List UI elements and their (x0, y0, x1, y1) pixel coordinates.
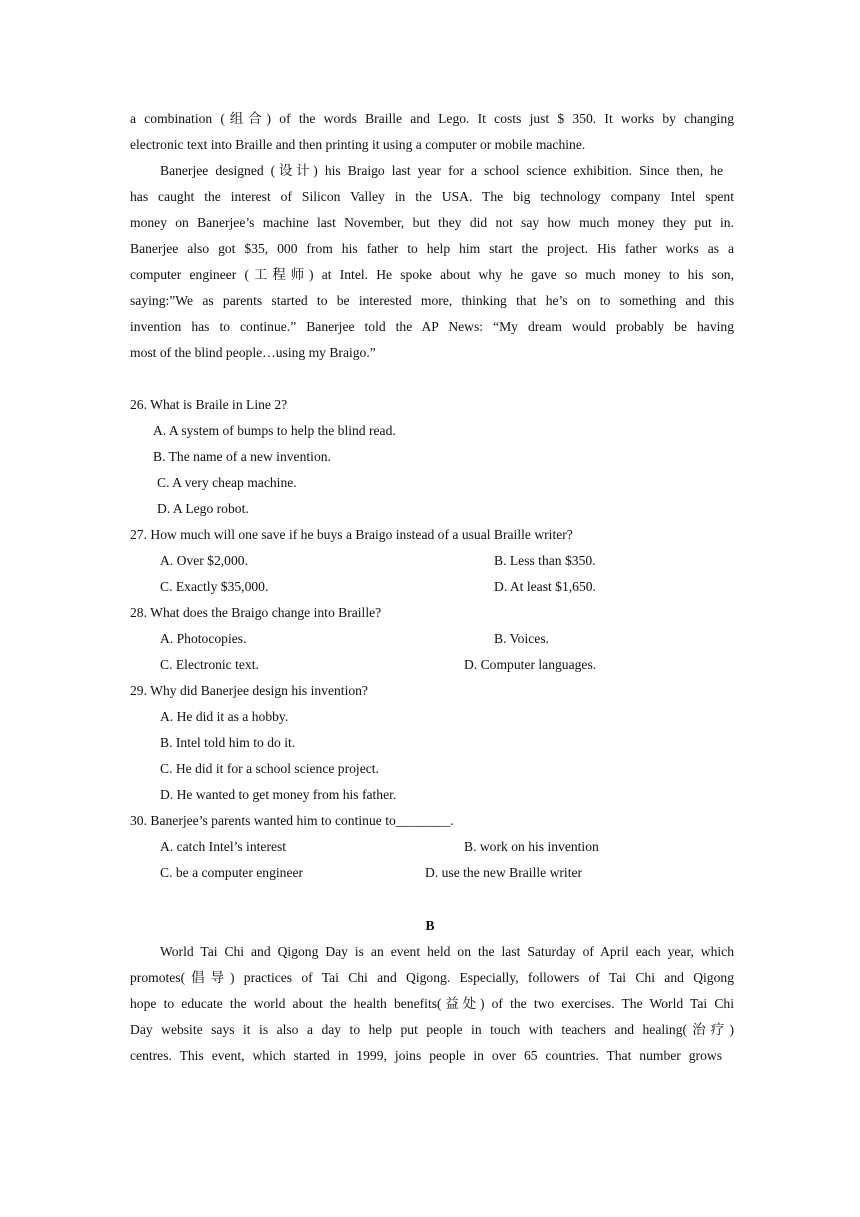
question-stem: 30. Banerjee’s parents wanted him to continue to________. (130, 813, 454, 828)
section-heading: B (425, 918, 435, 933)
passage-b-line: centres. This event, which started in 1999, joins people in over 65 countries. That number grows (130, 1048, 722, 1063)
answer-option: C. A very cheap machine. (157, 475, 297, 490)
passage-b-line: hope to educate the world about the health benefits(益处) of the two exercises. The World Tai Chi (130, 996, 734, 1011)
answer-option: A. Over $2,000. (160, 553, 248, 568)
question-stem: 29. Why did Banerjee design his invention? (130, 683, 368, 698)
passage-a-line: invention has to continue.” Banerjee told the AP News: “My dream would probably be having (130, 319, 734, 334)
answer-option: C. Exactly $35,000. (160, 579, 269, 594)
answer-option: D. use the new Braille writer (425, 865, 583, 880)
passage-a-line: Banerjee also got $35, 000 from his father to help him start the project. His father works as a (130, 241, 734, 256)
answer-option: D. At least $1,650. (494, 579, 596, 594)
answer-option: A. A system of bumps to help the blind read. (153, 423, 396, 438)
answer-option: B. work on his invention (464, 839, 599, 854)
answer-option: D. He wanted to get money from his father. (160, 787, 397, 802)
passage-b-line: promotes(倡导) practices of Tai Chi and Qigong. Especially, followers of Tai Chi and Qigong (130, 970, 734, 985)
answer-option: B. Intel told him to do it. (160, 735, 296, 750)
passage-b-line: Day website says it is also a day to help put people in touch with teachers and healing(治疗) (130, 1022, 734, 1037)
answer-option: B. Less than $350. (494, 553, 596, 568)
answer-option: D. Computer languages. (464, 657, 597, 672)
passage-a-line: computer engineer (工程师) at Intel. He spoke about why he gave so much money to his son, (130, 267, 734, 282)
answer-option: A. catch Intel’s interest (160, 839, 287, 854)
question-stem: 28. What does the Braigo change into Braille? (130, 605, 382, 620)
answer-option: A. Photocopies. (160, 631, 247, 646)
answer-option: B. Voices. (494, 631, 550, 646)
answer-option: C. He did it for a school science project. (160, 761, 379, 776)
answer-option: C. be a computer engineer (160, 865, 304, 880)
question-stem: 27. How much will one save if he buys a Braigo instead of a usual Braille writer? (130, 527, 573, 542)
passage-a-line: Banerjee designed (设计) his Braigo last year for a school science exhibition. Since then, he (160, 163, 723, 178)
answer-option: D. A Lego robot. (157, 501, 249, 516)
passage-a-line: electronic text into Braille and then printing it using a computer or mobile machine. (130, 137, 586, 152)
answer-option: B. The name of a new invention. (153, 449, 331, 464)
question-stem: 26. What is Braile in Line 2? (130, 397, 288, 412)
answer-option: C. Electronic text. (160, 657, 259, 672)
passage-b-line: World Tai Chi and Qigong Day is an event held on the last Saturday of April each year, which (160, 944, 734, 959)
answer-option: A. He did it as a hobby. (160, 709, 289, 724)
passage-a-line: most of the blind people…using my Braigo.” (130, 345, 376, 360)
passage-a-line: saying:”We as parents started to be interested more, thinking that he’s on to something and this (130, 293, 734, 308)
passage-a-line: a combination (组合) of the words Braille and Lego. It costs just $ 350. It works by changing (130, 111, 734, 126)
passage-a-line: has caught the interest of Silicon Valley in the USA. The big technology company Intel spent (130, 189, 734, 204)
passage-a-line: money on Banerjee’s machine last November, but they did not say how much money they put in. (130, 215, 734, 230)
